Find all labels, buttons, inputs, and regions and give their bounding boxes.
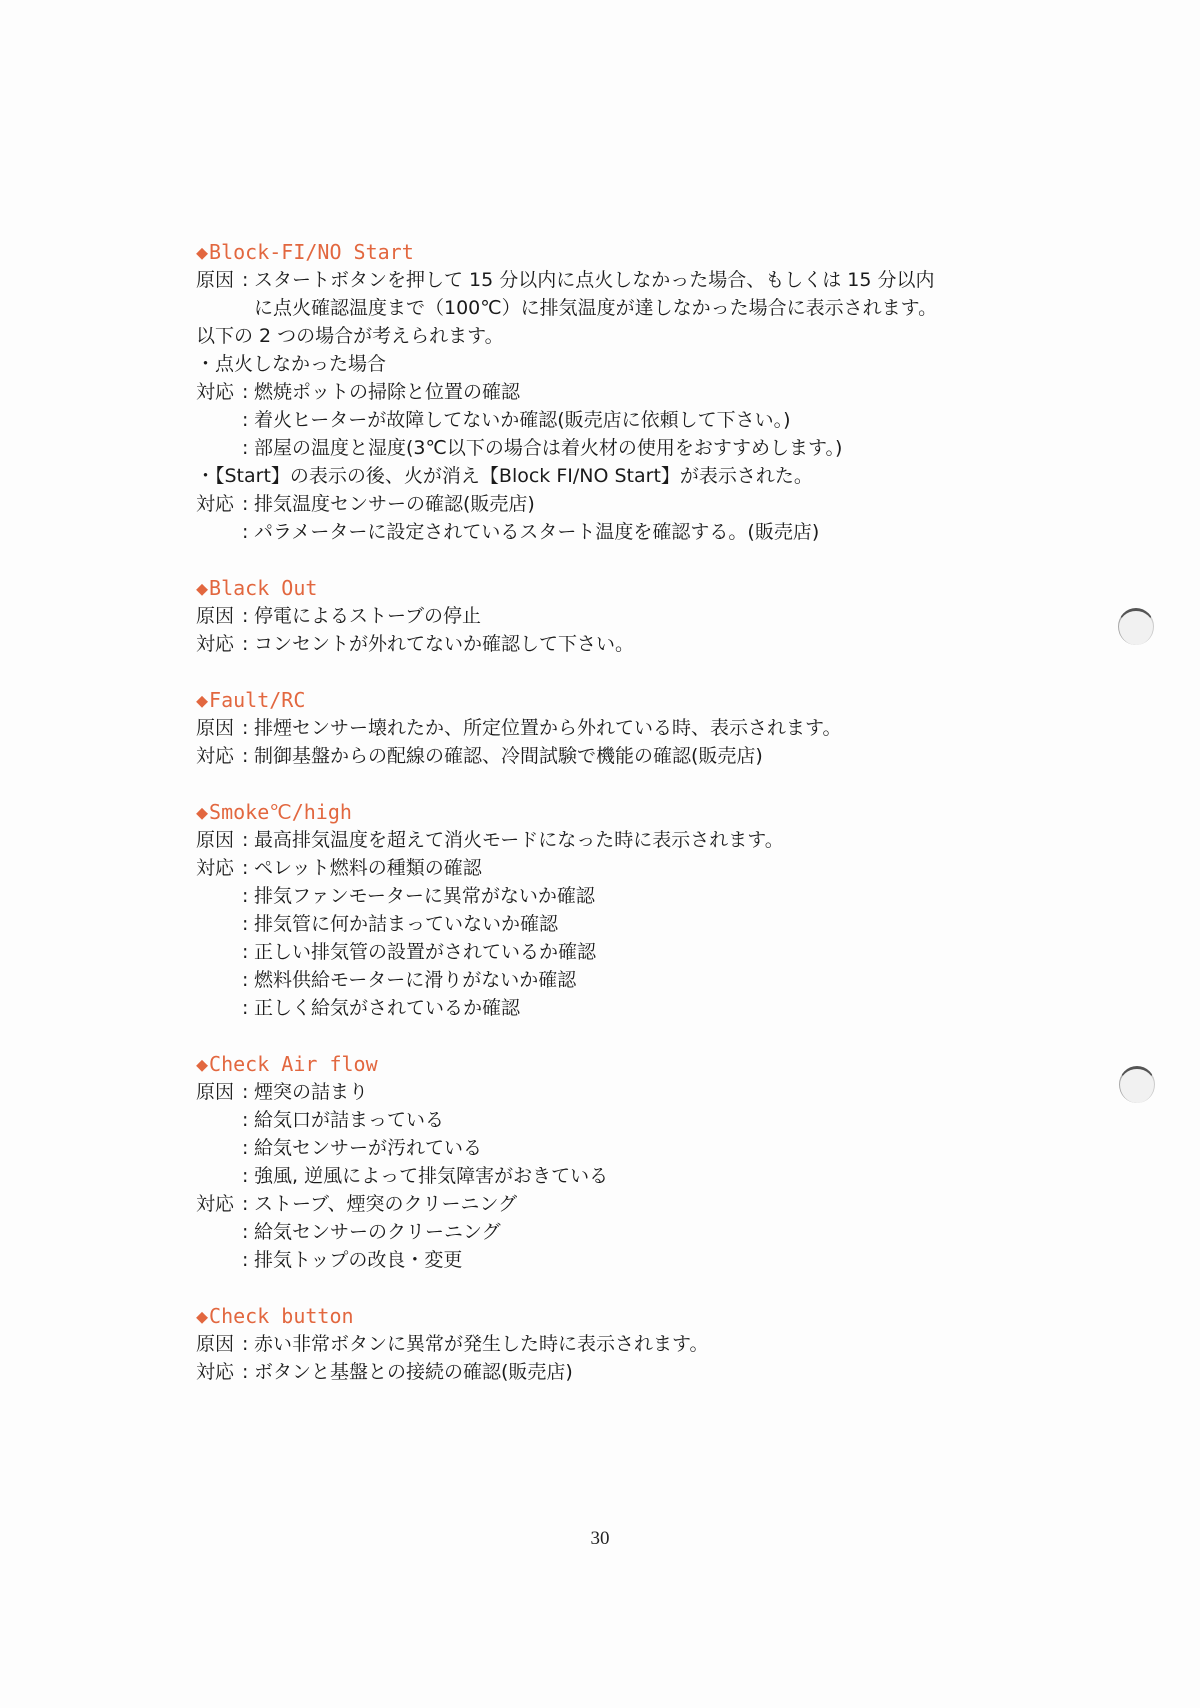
line-colon: :: [242, 381, 249, 403]
line-text: 停電によるストーブの停止: [254, 605, 482, 627]
text-line: [196, 294, 996, 322]
section-title: Check button: [209, 1304, 354, 1328]
text-line: [196, 1134, 996, 1162]
text-line: [196, 434, 996, 462]
text-line: [196, 1106, 996, 1134]
line-text: 排気トップの改良・変更: [254, 1249, 463, 1271]
line-colon: :: [242, 1249, 249, 1271]
error-section: [196, 798, 996, 1022]
line-text: 排気ファンモーターに異常がないか確認: [254, 885, 595, 907]
line-colon: :: [242, 1109, 249, 1131]
text-line: [196, 1078, 996, 1106]
text-line: [196, 938, 996, 966]
line-colon: :: [242, 1081, 249, 1103]
line-colon: :: [242, 605, 249, 627]
line-text: ストーブ、煙突のクリーニング: [254, 1193, 518, 1215]
diamond-bullet-icon: ◆: [196, 1304, 209, 1328]
line-text: スタートボタンを押して 15 分以内に点火しなかった場合、もしくは 15 分以内: [254, 269, 935, 291]
line-label: 対応: [196, 857, 235, 879]
line-colon: :: [242, 437, 249, 459]
punch-hole: [1118, 608, 1154, 645]
text-line: [196, 966, 996, 994]
line-text: 排気管に何か詰まっていないか確認: [254, 913, 559, 935]
line-colon: :: [242, 941, 249, 963]
line-text: 部屋の温度と湿度(3℃以下の場合は着火材の使用をおすすめします。): [254, 437, 843, 459]
line-colon: :: [242, 717, 249, 739]
section-title: Block-FI/NO Start: [209, 240, 414, 264]
line-label: 原因: [196, 605, 235, 627]
text-line: [196, 1246, 996, 1274]
text-line: [196, 1190, 996, 1218]
text-line: [196, 350, 996, 378]
line-text: に点火確認温度まで（100℃）に排気温度が達しなかった場合に表示されます。: [254, 297, 938, 319]
line-label: 対応: [196, 1361, 235, 1383]
line-colon: :: [242, 521, 249, 543]
text-line: [196, 378, 996, 406]
text-line: [196, 882, 996, 910]
line-colon: :: [242, 969, 249, 991]
section-heading: [196, 1050, 996, 1078]
text-line: [196, 322, 996, 350]
line-colon: :: [242, 1333, 249, 1355]
line-colon: :: [242, 1193, 249, 1215]
line-text: 給気口が詰まっている: [254, 1109, 445, 1131]
diamond-bullet-icon: ◆: [196, 1052, 209, 1076]
line-label: 対応: [196, 381, 235, 403]
line-colon: :: [242, 1221, 249, 1243]
line-text: 着火ヒーターが故障してないか確認(販売店に依頼して下さい。): [254, 409, 791, 431]
line-text: 正しい排気管の設置がされているか確認: [254, 941, 597, 963]
line-text: ボタンと基盤との接続の確認(販売店): [254, 1361, 573, 1383]
line-colon: :: [242, 829, 249, 851]
line-label: 原因: [196, 269, 235, 291]
error-section: [196, 574, 996, 658]
line-colon: :: [242, 913, 249, 935]
line-text: 赤い非常ボタンに異常が発生した時に表示されます。: [254, 1333, 709, 1355]
text-line: [196, 854, 996, 882]
section-heading: [196, 686, 996, 714]
line-label: 対応: [196, 1193, 235, 1215]
line-colon: :: [242, 857, 249, 879]
line-text: 強風, 逆風によって排気障害がおきている: [254, 1165, 609, 1187]
text-line: [196, 490, 996, 518]
line-label: 原因: [196, 829, 235, 851]
line-colon: :: [242, 997, 249, 1019]
line-text: 燃焼ポットの掃除と位置の確認: [254, 381, 521, 403]
line-text: 給気センサーのクリーニング: [254, 1221, 501, 1243]
diamond-bullet-icon: ◆: [196, 576, 209, 600]
line-colon: :: [242, 409, 249, 431]
section-title: Fault/RC: [209, 688, 306, 712]
section-title: Black Out: [209, 576, 318, 600]
line-text: 燃料供給モーターに滑りがないか確認: [254, 969, 577, 991]
line-text: コンセントが外れてないか確認して下さい。: [254, 633, 635, 655]
diamond-bullet-icon: ◆: [196, 240, 209, 264]
line-colon: :: [242, 1137, 249, 1159]
text-line: [196, 1218, 996, 1246]
diamond-bullet-icon: ◆: [196, 688, 209, 712]
line-text: 排気温度センサーの確認(販売店): [254, 493, 535, 515]
text-line: [196, 266, 996, 294]
line-colon: :: [242, 1165, 249, 1187]
line-label: 原因: [196, 1333, 235, 1355]
line-text: 給気センサーが汚れている: [254, 1137, 483, 1159]
text-line: [196, 994, 996, 1022]
line-colon: :: [242, 745, 249, 767]
line-label: 原因: [196, 717, 235, 739]
text-line: [196, 518, 996, 546]
text-line: [196, 602, 996, 630]
error-section: [196, 686, 996, 770]
troubleshooting-content: [196, 238, 996, 1414]
text-line: [196, 714, 996, 742]
text-line: [196, 826, 996, 854]
line-text: ・【Start】の表示の後、火が消え【Block FI/NO Start】が表示された。: [196, 465, 813, 487]
text-line: [196, 630, 996, 658]
line-text: ・点火しなかった場合: [196, 353, 387, 375]
section-heading: [196, 238, 996, 266]
line-colon: :: [242, 633, 249, 655]
section-heading: [196, 1302, 996, 1330]
line-text: パラメーターに設定されているスタート温度を確認する。(販売店): [254, 521, 820, 543]
text-line: [196, 462, 996, 490]
line-label: 対応: [196, 633, 235, 655]
page-number: 30: [590, 1528, 610, 1549]
line-label: 対応: [196, 745, 235, 767]
error-section: [196, 1302, 996, 1386]
text-line: [196, 742, 996, 770]
punch-hole: [1119, 1066, 1155, 1103]
line-text: 煙突の詰まり: [254, 1081, 369, 1103]
text-line: [196, 1162, 996, 1190]
text-line: [196, 1358, 996, 1386]
section-title: Smoke℃/high: [209, 800, 352, 824]
line-colon: :: [242, 885, 249, 907]
text-line: [196, 1330, 996, 1358]
line-text: 正しく給気がされているか確認: [254, 997, 521, 1019]
line-label: 原因: [196, 1081, 235, 1103]
section-heading: [196, 574, 996, 602]
section-heading: [196, 798, 996, 826]
diamond-bullet-icon: ◆: [196, 800, 209, 824]
section-title: Check Air flow: [209, 1052, 378, 1076]
line-colon: :: [242, 1361, 249, 1383]
line-text: 最高排気温度を超えて消火モードになった時に表示されます。: [254, 829, 784, 851]
line-label: 対応: [196, 493, 235, 515]
line-colon: :: [242, 493, 249, 515]
line-text: 制御基盤からの配線の確認、冷間試験で機能の確認(販売店): [254, 745, 763, 767]
line-text: 排煙センサー壊れたか、所定位置から外れている時、表示されます。: [254, 717, 842, 739]
line-text: ペレット燃料の種類の確認: [254, 857, 482, 879]
line-colon: :: [242, 269, 249, 291]
line-text: 以下の 2 つの場合が考えられます。: [196, 325, 504, 347]
error-section: [196, 1050, 996, 1274]
text-line: [196, 910, 996, 938]
text-line: [196, 406, 996, 434]
error-section: [196, 238, 996, 546]
